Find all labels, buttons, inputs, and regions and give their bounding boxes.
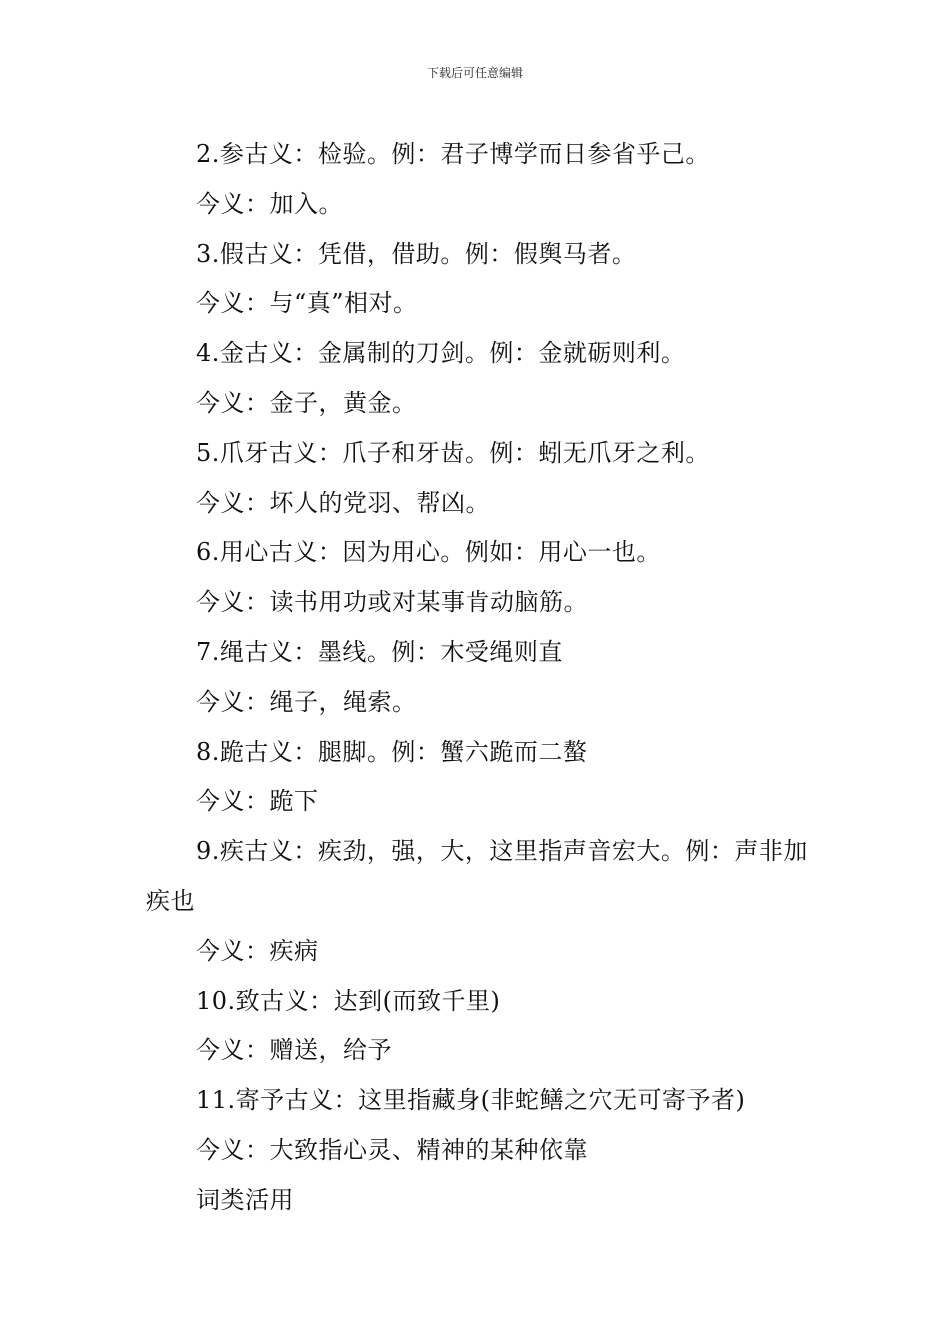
paragraph: 今义：跪下 — [196, 787, 319, 816]
paragraph: 今义：金子，黄金。 — [196, 388, 417, 417]
paragraph: 6.用心古义：因为用心。例如：用心一也。 — [196, 538, 661, 567]
paragraph: 今义：疾病 — [196, 936, 319, 965]
paragraph: 10.致古义：达到(而致千里) — [196, 986, 501, 1015]
paragraph: 8.跪古义：腿脚。例：蟹六跪而二螯 — [196, 737, 588, 766]
paragraph: 今义：绳子，绳索。 — [196, 687, 417, 716]
paragraph: 今义：大致指心灵、精神的某种依靠 — [196, 1135, 588, 1164]
paragraph: 11.寄予古义：这里指藏身(非蛇鳝之穴无可寄予者) — [196, 1086, 746, 1115]
paragraph: 今义：赠送，给予 — [196, 1036, 392, 1065]
paragraph: 今义：加入。 — [196, 189, 343, 218]
paragraph: 今义：与“真”相对。 — [196, 289, 418, 318]
paragraph: 今义：读书用功或对某事肯动脑筋。 — [196, 588, 588, 617]
page-header: 下载后可任意编辑 — [426, 66, 523, 80]
section-heading: 词类活用 — [196, 1185, 294, 1214]
paragraph: 4.金古义：金属制的刀剑。例：金就砺则利。 — [196, 339, 686, 368]
paragraph: 2.参古义：检验。例：君子博学而日参省乎己。 — [196, 140, 710, 168]
paragraph: 5.爪牙古义：爪子和牙齿。例：蚓无爪牙之利。 — [196, 438, 710, 467]
paragraph: 9.疾古义：疾劲，强，大，这里指声音宏大。例：声非加疾也 — [146, 837, 808, 915]
paragraph: 3.假古义：凭借，借助。例：假舆马者。 — [196, 239, 637, 268]
paragraph: 7.绳古义：墨线。例：木受绳则直 — [196, 637, 563, 666]
paragraph: 今义：坏人的党羽、帮凶。 — [196, 488, 490, 517]
document-body — [146, 130, 808, 1226]
